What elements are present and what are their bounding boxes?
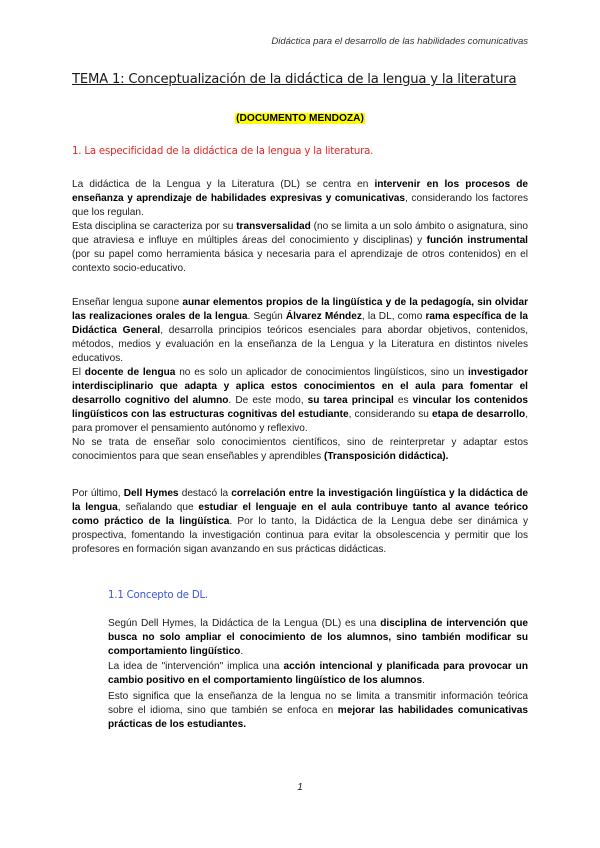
page-number: 1 (297, 782, 303, 793)
paragraph-8: La idea de "intervención" implica una acción intencional y planificada para provocar un cambio positivo en el comportamiento lingüístico de los alumnos. (108, 661, 528, 686)
paragraph-7: Según Dell Hymes, la Didáctica de la Lengua (DL) es una disciplina de intervención que busca no solo ampliar el conocimiento de los alumnos, sino también modificar su comportamiento lingüístico. (108, 618, 528, 657)
paragraph-4: El docente de lengua no es solo un aplicador de conocimientos lingüísticos, sino un investigador interdisciplinario que adapta y aplica estos conocimientos en el aula para fomentar el desarrollo cognitivo del alumno. De este modo, su tarea principal es vincular los contenidos lingüísticos con las estructuras cognitivas del estudiante, considerando su etapa de desarrollo, para promover el pensamiento autónomo y reflexivo. (72, 367, 529, 434)
paragraph-9: Esto significa que la enseñanza de la lengua no se limita a transmitir información teórica sobre el idioma, sino que también se enfoca en mejorar las habilidades comunicativas prácticas de los estudiantes. (108, 691, 528, 730)
paragraph-2: Esta disciplina se caracteriza por su transversalidad (no se limita a un solo ámbito o asignatura, sino que atraviesa e influye en múltiples áreas del conocimiento y disciplinas) y función instrumental (por su papel como herramienta básica y necesaria para el aprendizaje de otros contenidos) en el contexto socio-educativo. (72, 221, 528, 274)
paragraph-5: No se trata de enseñar solo conocimientos científicos, sino de reinterpretar y adaptar estos conocimientos para que sean enseñables y aprendibles (Transposición didáctica). (72, 437, 528, 462)
paragraph-3: Enseñar lengua supone aunar elementos propios de la lingüística y de la pedagogía, sin olvidar las realizaciones orales de la lengua. Según Álvarez Méndez, la DL, como rama específica de la Didáctica General, desarrolla principios teóricos esenciales para abordar objetivos, contenidos, métodos, medios y evaluación en la enseñanza de la Lengua y la Literatura en distintos niveles educativos. (72, 297, 529, 364)
section-heading-1: 1. La especificidad de la didáctica de la lengua y la literatura. (72, 146, 374, 157)
page-title: TEMA 1: Conceptualización de la didáctica de la lengua y la literatura (72, 72, 517, 87)
section-heading-1-1: 1.1 Concepto de DL. (108, 590, 208, 601)
paragraph-1: La didáctica de la Lengua y la Literatura (DL) se centra en intervenir en los procesos de enseñanza y aprendizaje de habilidades expresivas y comunicativas, considerando los factores que los regulan. (72, 179, 528, 218)
paragraph-6: Por último, Dell Hymes destacó la correlación entre la investigación lingüística y la didáctica de la lengua, señalando que estudiar el lenguaje en el aula contribuye tanto al avance teórico como práctico de la lingüística. Por lo tanto, la Didáctica de la Lengua debe ser dinámica y prospectiva, fomentando la investigación continua para evitar la obsolescencia y permitir que los profesores en formación sigan avanzando en sus prácticas didácticas. (72, 488, 529, 555)
highlighted-subtitle: (DOCUMENTO MENDOZA) (236, 113, 364, 124)
document-source-label (0, 113, 600, 124)
running-header: Didáctica para el desarrollo de las habilidades comunicativas (271, 36, 528, 47)
